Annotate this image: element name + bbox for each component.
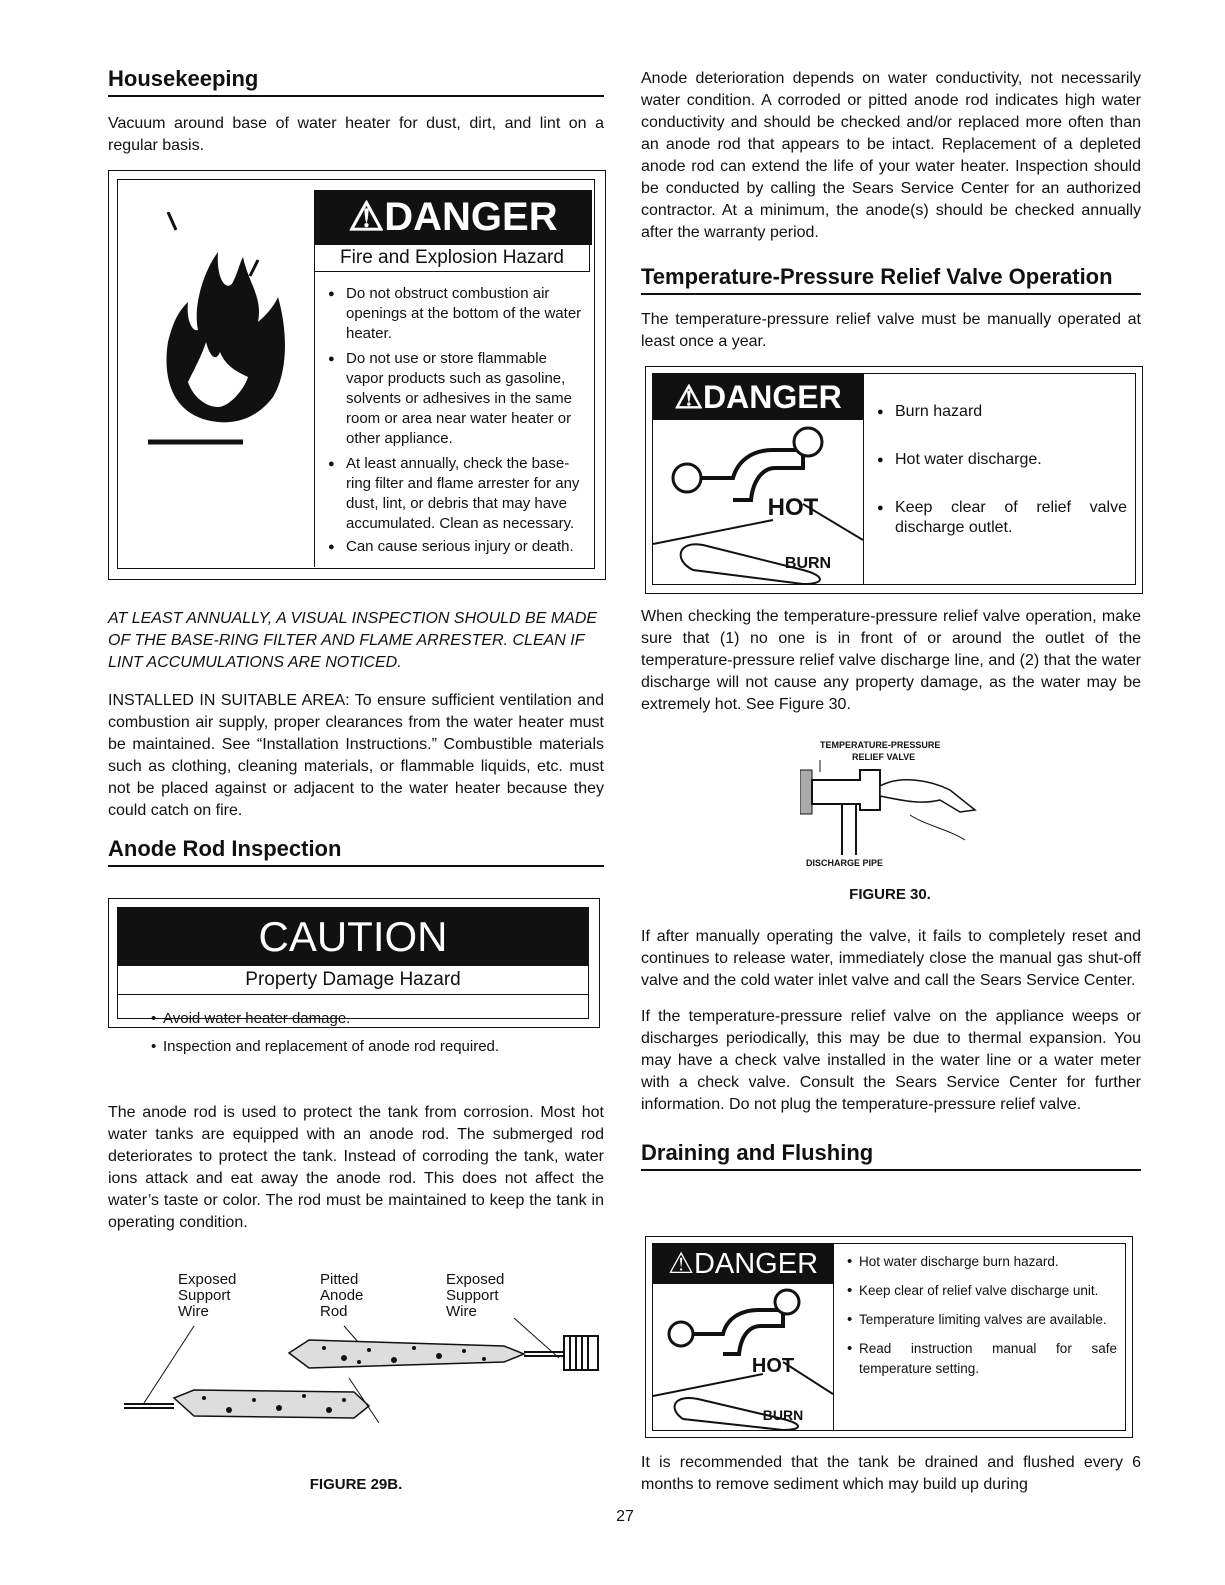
draining-danger-inner xyxy=(652,1243,1126,1431)
draining-danger-bullets xyxy=(845,1252,1117,1379)
draining-heading: Draining and Flushing xyxy=(641,1140,1141,1171)
hot-water-valve-icon xyxy=(653,1284,833,1430)
figure-30-label-bottom: DISCHARGE PIPE xyxy=(806,858,884,868)
tp-valve-intro: The temperature-pressure relief valve must be manually operated at least once a year. xyxy=(641,311,1141,350)
tp-danger-title xyxy=(653,374,863,420)
anode-paragraph-wrap xyxy=(108,1102,604,1234)
hot-water-valve-icon xyxy=(653,420,863,584)
figure-label-exposed-wire-2: Exposed Support Wire xyxy=(446,1271,505,1320)
tp-valve-heading: Temperature-Pressure Relief Valve Operation xyxy=(641,264,1141,295)
anode-continued-paragraph: Anode deterioration depends on water conductivity, not necessarily water condition. A corroded or pitted anode rod indicates high water conductivity and should be checked and/or replaced more often than an anode rod that appears to be intact. Replacement of a depleted anode rod can extend the life of your water heater. Inspection should be conducted by calling the Sears Service Center for an authorized contractor. At a minimum, the anode(s) should be checked annually after the warranty period. xyxy=(641,70,1141,241)
list-item: • Avoid water heater damage. xyxy=(149,1009,589,1029)
hot-label: HOT xyxy=(767,494,819,521)
hot-label: HOT xyxy=(751,1355,795,1377)
list-item: ● At least annually, check the base-ring filter and flame arrester for any dust, lint, or debris that may have accumulated. Clean as necessary. xyxy=(320,454,588,534)
tp-danger-box xyxy=(645,366,1143,594)
figure-30-label-top-2: RELIEF VALVE xyxy=(852,752,916,762)
warning-triangle-icon: ⚠ xyxy=(348,195,385,239)
tp-danger-title-text: DANGER xyxy=(703,379,842,415)
caution-bullets xyxy=(149,1009,589,1057)
housekeeping-heading: Housekeeping xyxy=(108,66,604,97)
tp-danger-divider xyxy=(863,374,864,584)
burn-label: BURN xyxy=(784,555,832,572)
tp-danger-inner xyxy=(652,373,1136,585)
figure-label-pitted-rod: Pitted Anode Rod xyxy=(320,1271,364,1320)
figure-30-caption: FIGURE 30. xyxy=(849,886,931,903)
draining-para-wrap xyxy=(641,1452,1141,1496)
anode-rod-figure xyxy=(104,1318,604,1438)
draining-danger-title-text: DANGER xyxy=(693,1248,819,1280)
installed-paragraph: INSTALLED IN SUITABLE AREA: To ensure sufficient ventilation and combustion air supply, proper clearances from the water heater must be maintained. See “Installation Instructions.” Combustible materials such as clothing, cleaning materials, or flammable liquids, etc. must not be placed against or adjacent to the water heater because they could catch on fire. xyxy=(108,692,604,819)
tp-paragraph-1: When checking the temperature-pressure relief valve operation, make sure that (1) no one is in front of or around the outlet of the temperature-pressure relief valve discharge line, and (2) that the water discharge will not cause any property damage, as the water may be extremely hot. See Figure 30. xyxy=(641,608,1141,713)
list-item: • Hot water discharge burn hazard. xyxy=(845,1252,1117,1272)
anode-heading: Anode Rod Inspection xyxy=(108,836,604,867)
right-column xyxy=(641,68,1141,353)
figure-label-exposed-wire-1: Exposed Support Wire xyxy=(178,1271,237,1320)
housekeeping-intro: Vacuum around base of water heater for dust, dirt, and lint on a regular basis. xyxy=(108,115,604,154)
page-number: 27 xyxy=(616,1508,634,1525)
list-item: ● Do not use or store flammable vapor products such as gasoline, solvents or adhesives in the same room or area near water heater or other appliance. xyxy=(320,349,588,449)
left-column xyxy=(108,66,604,157)
warning-triangle-icon: ⚠ xyxy=(674,379,703,415)
tp-paragraph-2: If after manually operating the valve, it fails to completely reset and continues to release water, immediately close the manual gas shut-off valve and the cold water inlet valve and call the Sears Service Center. xyxy=(641,928,1141,989)
figure-30-label-top-1: TEMPERATURE-PRESSURE xyxy=(820,740,941,750)
fire-danger-inner xyxy=(117,179,595,569)
list-item: ● Hot water discharge. xyxy=(869,450,1127,470)
italic-inspection-note: AT LEAST ANNUALLY, A VISUAL INSPECTION SHOULD BE MADE OF THE BASE-RING FILTER AND FLAME ARRESTER. CLEAN IF LINT ACCUMULATIONS ARE NOTICED. xyxy=(108,610,598,671)
tp-para-wrap xyxy=(641,926,1141,1171)
figure-29b-caption: FIGURE 29B. xyxy=(309,1476,403,1493)
fire-danger-box xyxy=(108,170,606,580)
fire-danger-divider xyxy=(314,245,315,567)
fire-danger-title xyxy=(314,190,592,245)
caution-subtitle: Property Damage Hazard xyxy=(118,966,588,995)
list-item: • Read instruction manual for safe temperature setting. xyxy=(845,1339,1117,1379)
tp-para1-wrap xyxy=(641,606,1141,716)
fire-danger-subtitle: Fire and Explosion Hazard xyxy=(314,245,590,272)
list-item: ● Can cause serious injury or death. xyxy=(320,537,588,557)
draining-paragraph: It is recommended that the tank be drained and flushed every 6 months to remove sediment which may build up during xyxy=(641,1454,1141,1493)
list-item: • Temperature limiting valves are available. xyxy=(845,1310,1117,1330)
fire-danger-title-text: DANGER xyxy=(384,195,558,239)
list-item: ● Burn hazard xyxy=(869,402,1127,422)
tp-danger-bullets xyxy=(869,402,1127,538)
relief-valve-figure xyxy=(800,760,990,860)
draining-danger-box xyxy=(645,1236,1133,1438)
draining-danger-title xyxy=(653,1244,833,1284)
anode-paragraph: The anode rod is used to protect the tank from corrosion. Most hot water tanks are equipped with an anode rod. The submerged rod deteriorates to protect the tank. Instead of corroding the tank, water ions attack and eat away the anode rod. This does not affect the water’s taste or color. The rod must be maintained to keep the tank in operating condition. xyxy=(108,1104,604,1231)
warning-triangle-icon: ⚠ xyxy=(667,1248,694,1280)
caution-title: CAUTION xyxy=(118,908,588,966)
draining-danger-divider xyxy=(833,1244,834,1430)
list-item: ● Keep clear of relief valve discharge outlet. xyxy=(869,498,1127,538)
flame-icon xyxy=(148,212,298,472)
list-item: • Keep clear of relief valve discharge unit. xyxy=(845,1281,1117,1301)
burn-label: BURN xyxy=(762,1407,804,1423)
list-item: • Inspection and replacement of anode rod required. xyxy=(149,1037,589,1057)
caution-box xyxy=(108,898,600,1055)
caution-inner xyxy=(117,907,589,1019)
tp-paragraph-3: If the temperature-pressure relief valve on the appliance weeps or discharges periodically, this may be due to thermal expansion. You may have a check valve installed in the water line or a water meter with a check valve. Consult the Sears Service Center for further information. Do not plug the temperature-pressure relief valve. xyxy=(641,1008,1141,1113)
fire-danger-bullets xyxy=(320,284,588,557)
list-item: ● Do not obstruct combustion air openings at the bottom of the water heater. xyxy=(320,284,588,344)
left-column-mid xyxy=(108,608,604,867)
